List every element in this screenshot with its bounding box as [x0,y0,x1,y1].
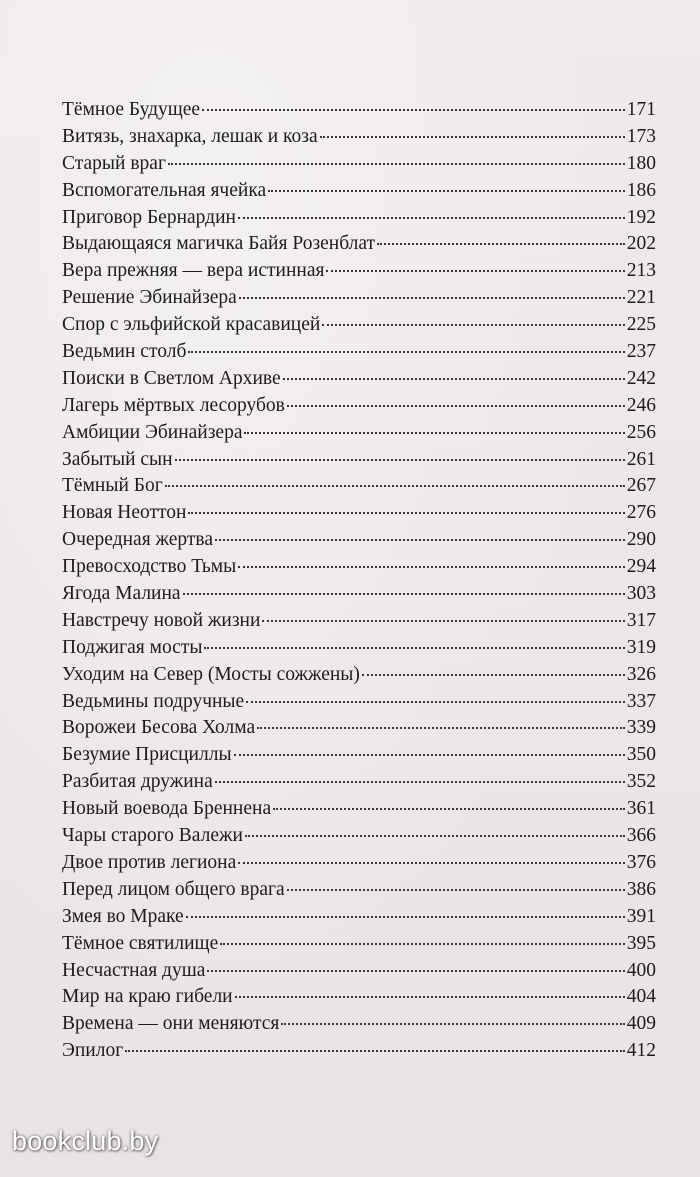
toc-entry-page: 409 [626,1013,656,1035]
toc-entry-page: 173 [626,125,656,147]
dot-leader [215,539,625,541]
toc-entry [62,97,656,124]
toc-entry-title: Выдающаяся магичка Байя Розенблат [62,233,376,255]
toc-entry [62,608,656,635]
toc-entry [62,823,656,850]
toc-entry [62,527,656,554]
toc-entry [62,635,656,662]
toc-entry-page: 276 [626,502,656,524]
toc-entry-title: Приговор Бернардин [62,206,236,228]
toc-entry-page: 186 [626,179,656,201]
toc-entry-page: 350 [626,744,656,766]
toc-entry-page: 391 [626,905,656,927]
toc-entry [62,689,656,716]
toc-entry [62,877,656,904]
toc-entry-page: 242 [626,367,656,389]
dot-leader [262,620,624,622]
dot-leader [268,190,625,192]
toc-entry-title: Разбитая дружина [62,771,213,793]
dot-leader [204,647,624,649]
dot-leader [238,566,625,568]
toc-entry [62,178,656,205]
toc-entry-page: 225 [626,314,656,336]
toc-entry [62,393,656,420]
toc-entry-title: Вспомогательная ячейка [62,179,267,201]
toc-entry-page: 192 [626,206,656,228]
toc-entry [62,473,656,500]
toc-entry-page: 366 [626,825,656,847]
toc-entry [62,124,656,151]
toc-entry-title: Старый враг [62,152,166,174]
dot-leader [287,405,625,407]
toc-entry-page: 361 [626,798,656,820]
toc-entry [62,904,656,931]
toc-entry [62,850,656,877]
toc-entry-title: Новый воевода Бреннена [62,798,272,820]
toc-entry-page: 267 [626,475,656,497]
toc-entry-title: Поиски в Светлом Архиве [62,367,281,389]
dot-leader [175,459,625,461]
dot-leader [281,1023,624,1025]
dot-leader [362,674,625,676]
dot-leader [377,243,625,245]
toc-entry-page: 317 [626,609,656,631]
toc-entry-page: 202 [626,233,656,255]
dot-leader [215,781,625,783]
toc-entry [62,339,656,366]
toc-entry-page: 412 [626,1040,656,1062]
toc-entry-page: 213 [626,260,656,282]
dot-leader [168,163,625,165]
toc-entry-page: 319 [626,636,656,658]
dot-leader [165,485,625,487]
toc-entry [62,500,656,527]
toc-entry-page: 376 [626,851,656,873]
toc-entry-title: Безумие Присциллы [62,744,232,766]
toc-entry-title: Тёмное Будущее [62,99,201,120]
toc-entry-page: 352 [626,771,656,793]
table-of-contents [62,97,656,1065]
toc-entry [62,958,656,985]
dot-leader [220,943,625,945]
toc-entry-title: Тёмное святилище [62,932,219,954]
toc-entry-title: Двое против легиона [62,851,237,873]
toc-entry-page: 256 [626,421,656,443]
dot-leader [238,217,625,219]
toc-entry-title: Превосходство Тьмы [62,556,237,578]
toc-entry [62,420,656,447]
toc-entry-page: 326 [626,663,656,685]
toc-entry [62,554,656,581]
toc-entry-title: Вера прежняя — вера истинная [62,260,325,282]
dot-leader [326,270,624,272]
toc-entry-title: Очередная жертва [62,529,214,551]
toc-entry [62,796,656,823]
toc-entry-title: Уходим на Север (Мосты сожжены) [62,663,360,685]
toc-entry-page: 386 [626,878,656,900]
toc-entry-title: Змея во Мраке [62,905,184,927]
dot-leader [202,109,625,111]
toc-entry [62,1038,656,1065]
dot-leader [287,889,625,891]
dot-leader [234,754,625,756]
toc-entry-title: Новая Неоттон [62,502,187,524]
dot-leader [283,378,625,380]
toc-entry [62,151,656,178]
toc-entry-title: Навстречу новой жизни [62,609,261,631]
dot-leader [125,1050,625,1052]
toc-entry [62,205,656,232]
dot-leader [273,808,625,810]
toc-entry-title: Ягода Малина [62,583,181,605]
toc-entry-title: Чары старого Валежи [62,825,243,847]
dot-leader [207,970,624,972]
toc-entry-title: Ведьмины подручные [62,690,245,712]
toc-entry-title: Ворожеи Бесова Холма [62,717,256,739]
dot-leader [188,512,624,514]
toc-entry-page: 237 [626,341,656,363]
toc-entry [62,931,656,958]
toc-entry-title: Лагерь мёртвых лесорубов [62,394,285,416]
toc-entry [62,662,656,689]
toc-entry-title: Эпилог [62,1040,124,1062]
toc-entry [62,1011,656,1038]
toc-entry [62,258,656,285]
dot-leader [245,835,625,837]
toc-entry [62,366,656,393]
toc-entry-title: Амбиции Эбинайзера [62,421,243,443]
toc-entry-title: Мир на краю гибели [62,986,233,1008]
dot-leader [188,351,624,353]
toc-entry [62,231,656,258]
toc-entry [62,715,656,742]
toc-entry [62,285,656,312]
toc-entry-title: Витязь, знахарка, лешак и коза [62,125,318,147]
toc-entry-title: Ведьмин столб [62,341,187,363]
toc-entry-title: Несчастная душа [62,959,206,981]
dot-leader [320,136,625,138]
toc-entry-page: 171 [626,99,656,120]
dot-leader [186,916,625,918]
toc-entry-page: 221 [626,287,656,309]
toc-entry [62,581,656,608]
toc-entry-page: 261 [626,448,656,470]
toc-entry-title: Перед лицом общего врага [62,878,285,900]
toc-entry-page: 339 [626,717,656,739]
toc-entry [62,742,656,769]
toc-entry-title: Забытый сын [62,448,173,470]
dot-leader [239,297,625,299]
toc-entry-title: Времена — они меняются [62,1013,280,1035]
toc-entry-page: 395 [626,932,656,954]
watermark: bookclub.by [12,1126,159,1156]
dot-leader [238,862,624,864]
dot-leader [257,727,625,729]
toc-entry-page: 180 [626,152,656,174]
toc-entry [62,769,656,796]
toc-entry-page: 246 [626,394,656,416]
toc-entry-page: 294 [626,556,656,578]
dot-leader [235,996,625,998]
toc-entry-page: 404 [626,986,656,1008]
toc-entry-page: 337 [626,690,656,712]
toc-entry-title: Решение Эбинайзера [62,287,237,309]
toc-entry [62,447,656,474]
toc-entry-title: Спор с эльфийской красавицей [62,314,321,336]
toc-entry-title: Поджигая мосты [62,636,203,658]
dot-leader [246,701,625,703]
dot-leader [322,324,624,326]
toc-entry-page: 290 [626,529,656,551]
toc-entry-title: Тёмный Бог [62,475,163,497]
toc-entry-page: 303 [626,583,656,605]
dot-leader [183,593,625,595]
toc-entry [62,984,656,1011]
toc-entry-page: 400 [626,959,656,981]
toc-entry [62,312,656,339]
dot-leader [244,432,624,434]
